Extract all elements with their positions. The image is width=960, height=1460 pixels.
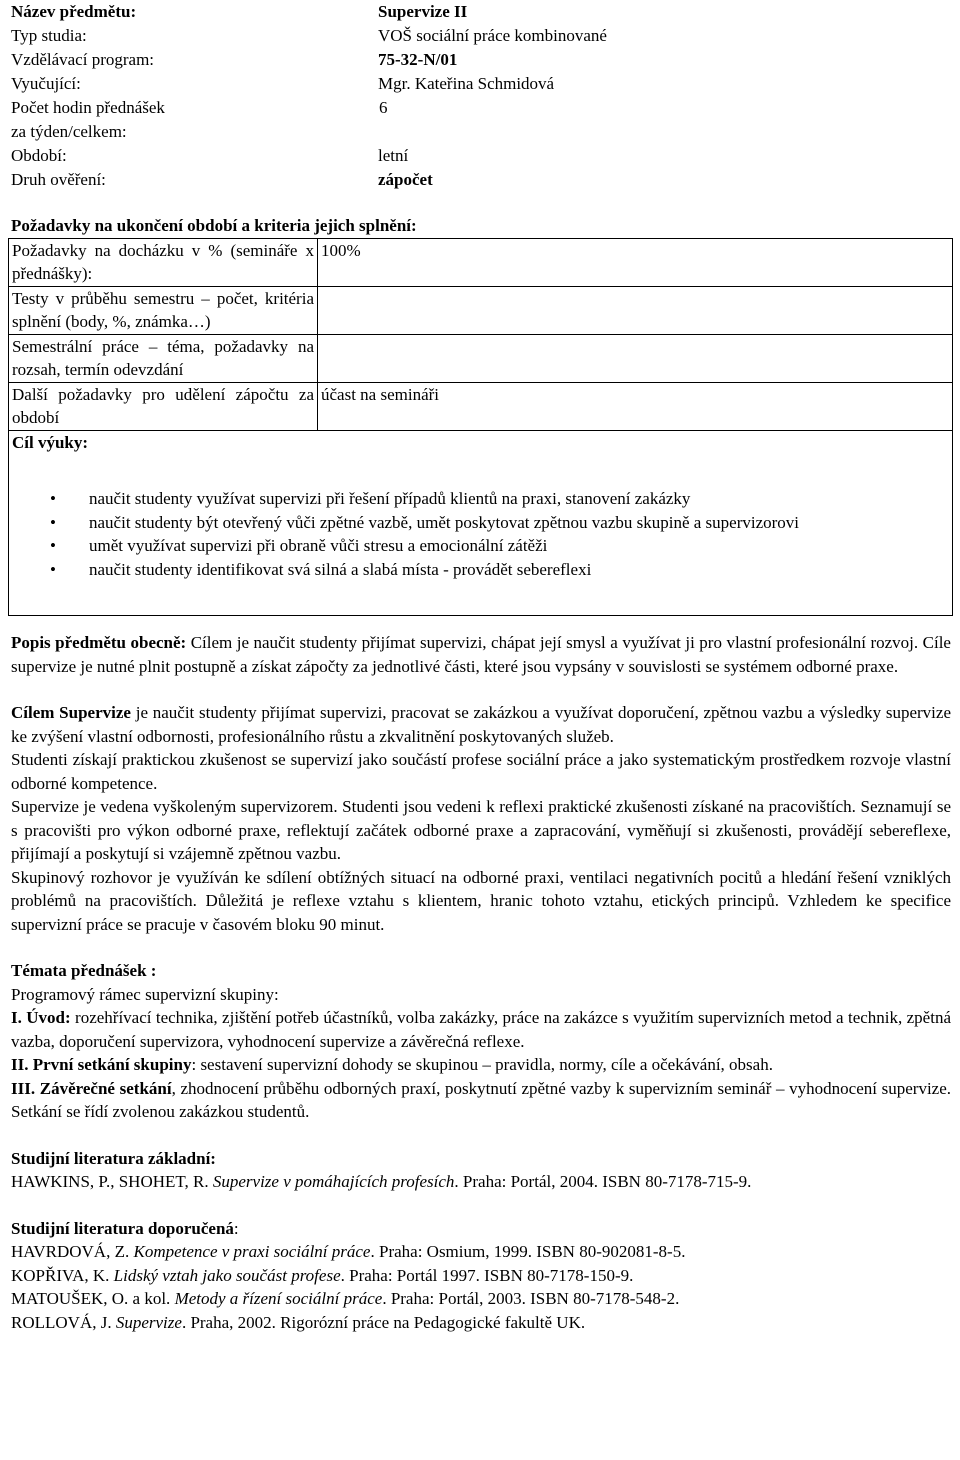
literature-author: MATOUŠEK, O. a kol. [11,1289,175,1308]
requirement-label: Semestrální práce – téma, požadavky na rozsah, termín odevzdání [9,334,318,382]
literature-title: Lidský vztah jako součást profese [113,1265,341,1285]
literature-basic-title: Studijní literatura základní: [11,1148,216,1168]
requirement-value: účast na semináři [318,382,953,430]
requirement-row [9,238,953,286]
literature-author: ROLLOVÁ, J. [11,1312,116,1332]
topic-label: První setkání skupiny [32,1055,192,1074]
requirement-label: Další požadavky pro udělení zápočtu za období [9,382,318,430]
literature-recommended-title: Studijní literatura doporučená [11,1218,234,1238]
literature-item [11,1287,951,1311]
aims-label: Cílem Supervize [11,703,131,722]
goal-text: naučit studenty být otevřený vůči zpětné vazbě, umět poskytovat zpětnou vazbu skupině a supervizorovi [89,512,800,532]
requirement-label: Požadavky na docházku v % (semináře x přednášky): [9,238,318,286]
topic-text: : sestavení supervizní dohody se skupinou – pravidla, normy, cíle a očekávání, obsah. [191,1055,773,1074]
literature-recommended-heading [11,1217,951,1241]
verification-value: zápočet [378,170,433,189]
topic-item [11,1006,951,1053]
requirement-value [318,286,953,334]
topic-number: II. [11,1055,29,1074]
requirement-row [9,382,953,430]
course-document [11,0,951,1334]
info-key: Období: [11,146,67,165]
info-key: za týden/celkem: [11,122,127,141]
literature-rest: . Praha, 2002. Rigorózní práce na Pedagogické fakultě UK. [181,1312,586,1332]
topic-number: I. [11,1008,22,1027]
bullet-icon: • [50,512,56,532]
aims-text: je naučit studenty přijímat supervizi, pracovat se zakázkou a využívat doporučení, zpětnou vazbu a výsledky supervize ke zvýšení vlastní odbornosti, profesionálního růstu a zkvalitnění poskytovaných služeb. [11,703,951,746]
program-code: 75-32-N/01 [378,50,458,69]
description-paragraph [11,631,951,678]
literature-title: Metody a řízení sociální práce [174,1289,383,1308]
info-row-teacher [11,72,951,96]
description-text: Cílem je naučit studenty přijímat supervizi, chápat její smysl a využívat ji pro vlastní profesionální rozvoj. Cíle supervize je nutné plnit postupně a získat zápočty za jednotlivé části, které jsou vypsány v souvislosti se systémem odborné praxe. [11,633,951,676]
literature-rest: . Praha: Portál, 2004. ISBN 80-7178-715-9. [454,1172,752,1191]
literature-item [11,1240,951,1264]
literature-item [11,1311,951,1335]
topic-item [11,1077,951,1124]
info-row-hours-sub [11,120,951,144]
literature-recommended-colon: : [233,1218,239,1238]
description-label: Popis předmětu obecně: [11,633,187,652]
info-row-type [11,24,951,48]
topic-label: Závěrečné setkání [39,1078,172,1098]
topics-title: Témata přednášek : [11,961,157,980]
info-row-verification [11,168,951,192]
requirement-row [9,286,953,334]
requirement-value: 100% [318,238,953,286]
info-key: Druh ověření: [11,170,106,189]
requirement-label: Testy v průběhu semestru – počet, kritéria splnění (body, %, známka…) [9,286,318,334]
requirement-value [318,334,953,382]
info-key: Název předmětu: [11,2,137,21]
period-value: letní [378,146,409,165]
topic-text: rozehřívací technika, zjištění potřeb účastníků, volba zakázky, práce na zakázce s využitím supervizních metod a technik, zpětná vazba, doporučení supervizora, vyhodnocení supervize a závěrečná reflexe. [11,1008,951,1051]
goal-label: Cíl výuky: [12,432,89,452]
aims-paragraph-2: Studenti získají praktickou zkušenost se supervizí jako součástí profese sociální práce a jako systematickým prostředkem rozvoje vlastní odborné kompetence. [11,750,951,793]
literature-rest: . Praha: Portál, 2003. ISBN 80-7178-548-2. [382,1289,680,1308]
study-type: VOŠ sociální práce kombinované [378,26,607,45]
topic-number: III. [11,1078,36,1098]
aims-paragraph-3: Supervize je vedena vyškoleným supervizorem. Studenti jsou vedeni k reflexi praktické zkušenosti získané na pracovištích. Seznamují se s pracovišti pro výkon odborné praxe, reflektují začátek odborné praxe a zapracování, vyměňují si zkušenosti, provádějí sebereflexe, přijímají a poskytují si vzájemně zpětnou vazbu. [11,797,951,863]
literature-author: KOPŘIVA, K. [11,1265,114,1285]
goal-text: umět využívat supervizi při obraně vůči stresu a emocionální zátěži [89,536,548,555]
literature-title: Kompetence v praxi sociální práce [133,1242,371,1261]
requirements-title: Požadavky na ukončení období a kriteria jejich splnění: [11,216,417,235]
info-row-period [11,144,951,168]
goal-text: naučit studenty identifikovat svá silná a slabá místa - provádět sebereflexi [89,559,592,579]
info-row-program [11,48,951,72]
hours-count: 6 [379,98,388,117]
goal-row [9,430,953,616]
aims-paragraph [11,701,951,748]
teacher-name: Mgr. Kateřina Schmidová [378,74,555,93]
info-key: Počet hodin přednášek [11,98,165,117]
goal-item [12,534,949,558]
literature-rest: . Praha: Osmium, 1999. ISBN 80-902081-8-5. [370,1242,686,1261]
bullet-icon: • [50,489,56,508]
topic-item [11,1053,951,1077]
course-info [11,0,951,192]
bullet-icon: • [50,536,56,555]
goal-item [12,487,949,511]
bullet-icon: • [50,559,56,579]
goal-text: naučit studenty využívat supervizi při řešení případů klientů na praxi, stanovení zakázky [89,489,691,508]
topics-subtitle: Programový rámec supervizní skupiny: [11,984,279,1004]
topic-label: Úvod: [26,1008,71,1027]
goal-item [12,558,949,582]
literature-item [11,1264,951,1288]
literature-author: HAVRDOVÁ, Z. [11,1242,134,1261]
literature-title: Supervize v pomáhajících profesích [212,1172,455,1191]
info-row-name [11,0,951,24]
literature-item [11,1170,951,1194]
info-key: Typ studia: [11,26,87,45]
info-key: Vzdělávací program: [11,50,155,69]
requirements-table [8,238,953,617]
goals-list [12,487,949,581]
info-key: Vyučující: [11,74,81,93]
course-name: Supervize II [378,2,468,21]
literature-author: HAWKINS, P., SHOHET, R. [11,1172,213,1191]
goal-item [12,511,949,535]
aims-paragraph-4: Skupinový rozhovor je využíván ke sdílení obtížných situací na odborné praxi, ventilaci negativních pocitů a hledání řešení vzniklých problémů na pracovištích. Důležitá je reflexe vztahu s klientem, hranic tohoto vztahu, etických principů. Vzhledem ke specifice supervizní práce se pracuje v časovém bloku 90 minut. [11,867,951,934]
literature-title: Supervize [115,1312,182,1332]
topic-text: , zhodnocení průběhu odborných praxí, poskytnutí zpětné vazby k supervizním seminář – vyhodnocení supervize. Setkání se řídí zvolenou zakázkou studentů. [11,1078,952,1121]
goal-cell [9,430,953,616]
requirement-row [9,334,953,382]
info-row-hours [11,96,951,120]
literature-rest: . Praha: Portál 1997. ISBN 80-7178-150-9. [340,1265,634,1285]
